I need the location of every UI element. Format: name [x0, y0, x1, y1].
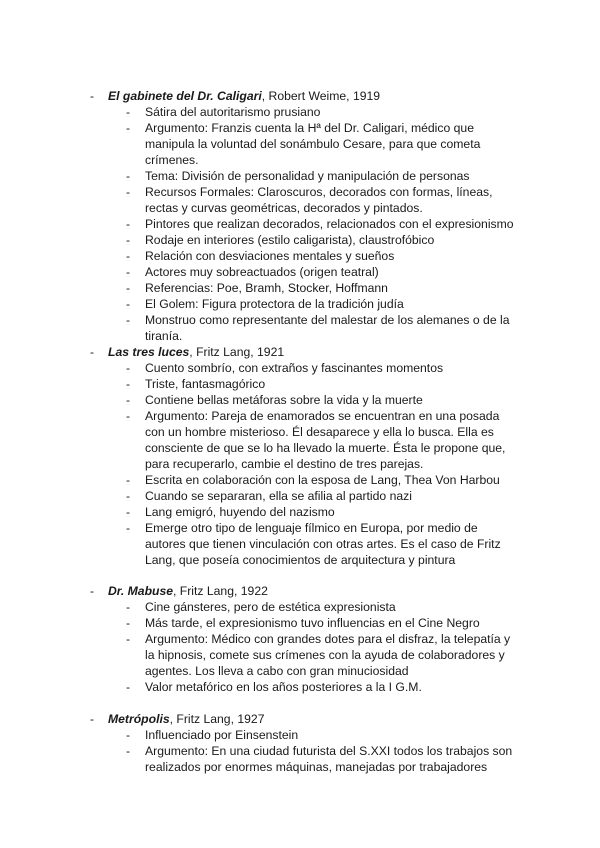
item-text: Referencias: Poe, Bramh, Stocker, Hoffmann	[145, 281, 388, 295]
film-credit: , Robert Weime, 1919	[261, 89, 381, 103]
film-title: Las tres luces	[108, 345, 190, 359]
list-item	[126, 280, 516, 296]
item-bullet: -	[126, 121, 131, 135]
item-bullet: -	[126, 297, 131, 311]
list-item	[126, 216, 516, 232]
item-text: El Golem: Figura protectora de la tradición judía	[145, 297, 404, 311]
item-bullet: -	[126, 377, 131, 391]
item-text: Actores muy sobreactuados (origen teatral)	[145, 265, 379, 279]
item-text: Relación con desviaciones mentales y sueños	[145, 249, 395, 263]
item-bullet: -	[126, 489, 131, 503]
item-text: Monstruo como representante del malestar de los alemanes o de la tiranía.	[145, 313, 510, 343]
item-text: Pintores que realizan decorados, relacionados con el expresionismo	[145, 217, 514, 231]
film-notes-list	[126, 727, 516, 775]
item-text: Argumento: Médico con grandes dotes para el disfraz, la telepatía y la hipnosis, comete sus crímenes con la ayuda de colaboradores y agentes. Los lleva a cabo con gran minuciosidad	[145, 632, 511, 678]
item-bullet: -	[126, 105, 131, 119]
section-bullet: -	[90, 584, 95, 598]
item-bullet: -	[126, 233, 131, 247]
film-notes-list	[126, 599, 516, 695]
list-item	[126, 168, 516, 184]
list-item	[126, 472, 516, 488]
list-item	[126, 408, 516, 472]
list-item	[126, 232, 516, 248]
item-text: Valor metafórico en los años posteriores a la I G.M.	[145, 680, 422, 694]
list-item	[126, 743, 516, 775]
item-bullet: -	[126, 680, 131, 694]
item-bullet: -	[126, 600, 131, 614]
list-item	[126, 264, 516, 280]
item-text: Argumento: Pareja de enamorados se encuentran en una posada con un hombre misterioso. Él desaparece y ella lo busca. Ella es consciente de que se lo ha llevado la muerte. Ésta le propone que, para recuperarlo, cambie el destino de tres parejas.	[145, 409, 506, 471]
item-text: Triste, fantasmagórico	[145, 377, 266, 391]
list-item	[126, 376, 516, 392]
list-item	[126, 312, 516, 344]
film-credit: , Fritz Lang, 1921	[189, 345, 285, 359]
section-bullet: -	[90, 89, 95, 103]
section-bullet: -	[90, 345, 95, 359]
film-credit: , Fritz Lang, 1922	[173, 584, 268, 598]
item-bullet: -	[126, 473, 131, 487]
list-item	[126, 104, 516, 120]
item-text: Sátira del autoritarismo prusiano	[145, 105, 321, 119]
film-title: Metrópolis	[108, 712, 170, 726]
list-item	[126, 679, 516, 695]
list-item	[126, 120, 516, 168]
list-item	[126, 248, 516, 264]
item-text: Rodaje en interiores (estilo caligarista), claustrofóbico	[145, 233, 435, 247]
film-credit: , Fritz Lang, 1927	[169, 712, 265, 726]
list-item	[126, 599, 516, 615]
item-bullet: -	[126, 185, 131, 199]
film-notes-list	[126, 104, 516, 344]
list-item	[126, 631, 516, 679]
item-text: Cine gánsteres, pero de estética expresionista	[145, 600, 396, 614]
item-bullet: -	[126, 281, 131, 295]
item-text: Recursos Formales: Claroscuros, decorados con formas, líneas, rectas y curvas geométricas, decorados y pintados.	[145, 185, 493, 215]
item-text: Tema: División de personalidad y manipulación de personas	[145, 169, 470, 183]
list-item	[126, 392, 516, 408]
item-bullet: -	[126, 393, 131, 407]
item-bullet: -	[126, 728, 131, 742]
item-bullet: -	[126, 169, 131, 183]
film-title: El gabinete del Dr. Caligari	[108, 89, 262, 103]
item-text: Escrita en colaboración con la esposa de Lang, Thea Von Harbou	[145, 473, 500, 487]
film-notes-list	[126, 360, 516, 568]
list-item	[126, 360, 516, 376]
list-item	[126, 488, 516, 504]
list-item	[126, 727, 516, 743]
item-text: Cuento sombrío, con extraños y fascinantes momentos	[145, 361, 444, 375]
item-bullet: -	[126, 265, 131, 279]
item-bullet: -	[126, 217, 131, 231]
list-item	[126, 504, 516, 520]
item-bullet: -	[126, 313, 131, 327]
item-text: Influenciado por Einsenstein	[145, 728, 299, 742]
section-bullet: -	[90, 712, 95, 726]
item-text: Argumento: En una ciudad futurista del S.XXI todos los trabajos son realizados por enormes máquinas, manejadas por trabajadores	[145, 744, 513, 774]
item-bullet: -	[126, 409, 131, 423]
list-item	[126, 184, 516, 216]
list-item	[126, 520, 516, 568]
film-title: Dr. Mabuse	[108, 584, 174, 598]
item-text: Más tarde, el expresionismo tuvo influencias en el Cine Negro	[145, 616, 480, 630]
item-bullet: -	[126, 632, 131, 646]
list-item	[126, 296, 516, 312]
item-bullet: -	[126, 249, 131, 263]
item-bullet: -	[126, 616, 131, 630]
list-item	[126, 615, 516, 631]
item-bullet: -	[126, 521, 131, 535]
item-bullet: -	[126, 744, 131, 758]
item-text: Contiene bellas metáforas sobre la vida y la muerte	[145, 393, 423, 407]
item-bullet: -	[126, 505, 131, 519]
item-bullet: -	[126, 361, 131, 375]
item-text: Emerge otro tipo de lenguaje fílmico en Europa, por medio de autores que tienen vinculación con otras artes. Es el caso de Fritz Lang, que poseía conocimientos de arquitectura y pintura	[145, 521, 501, 567]
item-text: Lang emigró, huyendo del nazismo	[145, 505, 335, 519]
item-text: Cuando se separaran, ella se afilia al partido nazi	[145, 489, 412, 503]
item-text: Argumento: Franzis cuenta la Hª del Dr. Caligari, médico que manipula la voluntad del sonámbulo Cesare, para que cometa crímenes.	[145, 121, 481, 167]
